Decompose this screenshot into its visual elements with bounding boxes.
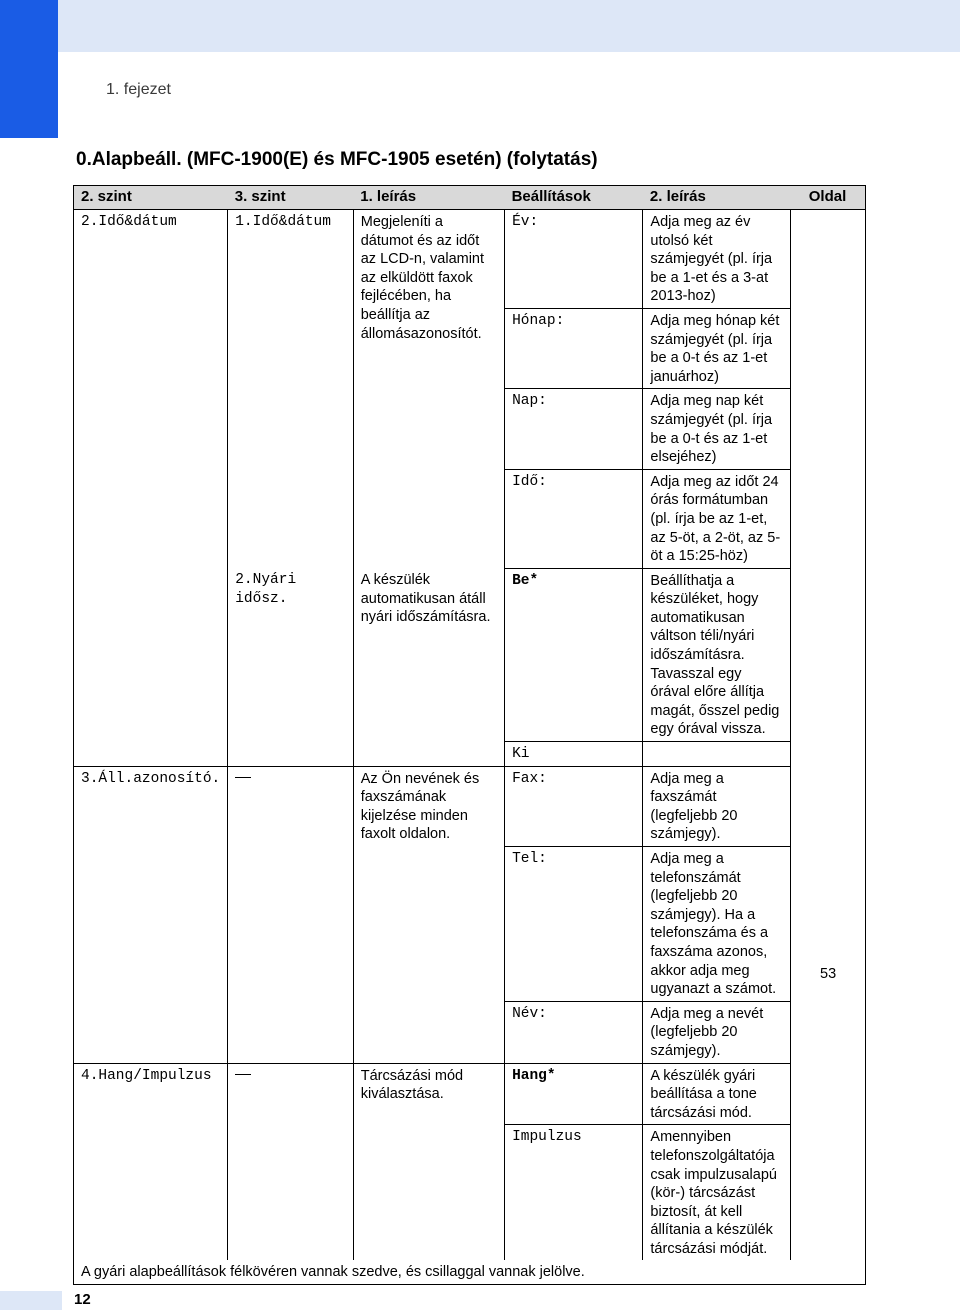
level3-hang: [228, 1063, 354, 1260]
setting-fax: Fax:: [505, 766, 643, 846]
setting-impulzus: Impulzus: [505, 1125, 643, 1261]
col-header-level2: 2. szint: [74, 186, 228, 210]
setting-nyari-ki: Ki: [505, 742, 643, 767]
level2-ido-datum: 2.Idő&dátum: [74, 210, 228, 767]
desc2-honap: Adja meg hónap két számjegyét (pl. írja be a 0-t és az 1-et januárhoz): [643, 308, 790, 388]
setting-honap: Hónap:: [505, 308, 643, 388]
level2-hang: 4.Hang/Impulzus: [74, 1063, 228, 1260]
desc2-nyari-ki-empty: [643, 742, 790, 767]
desc2-impulzus: Amennyiben telefonszolgáltatója csak impulzusalapú (kör-) tárcsázást biztosít, át kell állítania a készülék tárcsázási módját.: [643, 1125, 790, 1261]
desc1-hang: Tárcsázási mód kiválasztása.: [353, 1063, 504, 1260]
top-header-band: [0, 0, 960, 52]
chapter-tab: [0, 0, 58, 138]
desc1-azonosito: Az Ön nevének és faxszámának kijelzése minden faxolt oldalon.: [353, 766, 504, 1063]
footnote: A gyári alapbeállítások félkövéren vannak szedve, és csillaggal vannak jelölve.: [81, 1264, 585, 1281]
desc2-nap: Adja meg nap két számjegyét (pl. írja be a 0-t és az 1-et elsejéhez): [643, 389, 790, 469]
table-row: [74, 1063, 866, 1125]
level3-azonosito: [228, 766, 354, 1063]
page-ref-53: 53: [820, 966, 837, 982]
desc1-nyari: A készülék automatikusan átáll nyári időszámításra.: [353, 568, 504, 766]
col-header-settings: Beállítások: [505, 186, 643, 210]
section-title: 0.Alapbeáll. (MFC-1900(E) és MFC-1905 esetén) (folytatás): [76, 149, 598, 170]
level3-ido-datum: 1.Idő&dátum: [228, 210, 354, 569]
setting-hang: Hang*: [505, 1063, 643, 1125]
dash-icon: [235, 1074, 251, 1075]
col-header-page: Oldal: [790, 186, 865, 210]
desc2-ido: Adja meg az időt 24 órás formátumban (pl. írja be az 1-et, az 5-öt, a 2-öt, az 5-öt a 15:25-höz): [643, 469, 790, 568]
level3-nyari: 2.Nyári idősz.: [228, 568, 354, 766]
setting-ido: Idő:: [505, 469, 643, 568]
footnote-row: [74, 1260, 866, 1284]
desc2-hang: A készülék gyári beállítása a tone tárcsázási mód.: [643, 1063, 790, 1125]
page-number: 12: [74, 1291, 91, 1308]
page-column: [790, 210, 865, 1285]
table-header-row: [74, 186, 866, 210]
desc2-nev: Adja meg a nevét (legfeljebb 20 számjegy).: [643, 1001, 790, 1063]
col-header-level3: 3. szint: [228, 186, 354, 210]
col-header-desc2: 2. leírás: [643, 186, 790, 210]
table-row: [74, 210, 866, 309]
setting-tel: Tel:: [505, 847, 643, 1002]
desc2-ev: Adja meg az év utolsó két számjegyét (pl. írja be a 1-et és a 3-at 2013-hoz): [643, 210, 790, 309]
desc2-fax: Adja meg a faxszámát (legfeljebb 20 számjegy).: [643, 766, 790, 846]
desc1-ido-datum: Megjeleníti a dátumot és az időt az LCD-n, valamint az elküldött faxok fejlécében, ha beállítja az állomásazonosítót.: [353, 210, 504, 569]
settings-table: [73, 185, 866, 1285]
chapter-label: 1. fejezet: [106, 81, 171, 98]
col-header-desc1: 1. leírás: [353, 186, 504, 210]
desc2-nyari: Beállíthatja a készüléket, hogy automatikusan váltson téli/nyári időszámításra. Tavasszal egy órával előre állítja magát, ősszel pedig egy órával vissza.: [643, 568, 790, 741]
setting-ev: Év:: [505, 210, 643, 309]
setting-nev: Név:: [505, 1001, 643, 1063]
page-number-band: [0, 1291, 62, 1310]
dash-icon: [235, 777, 251, 778]
level2-azonosito: 3.Áll.azonosító.: [74, 766, 228, 1063]
desc2-tel: Adja meg a telefonszámát (legfeljebb 20 számjegy). Ha a telefonszáma és a faxszáma azonos, akkor adja meg ugyanazt a számot.: [643, 847, 790, 1002]
setting-nyari-be: Be*: [505, 568, 643, 741]
setting-nap: Nap:: [505, 389, 643, 469]
table-row: [74, 766, 866, 846]
